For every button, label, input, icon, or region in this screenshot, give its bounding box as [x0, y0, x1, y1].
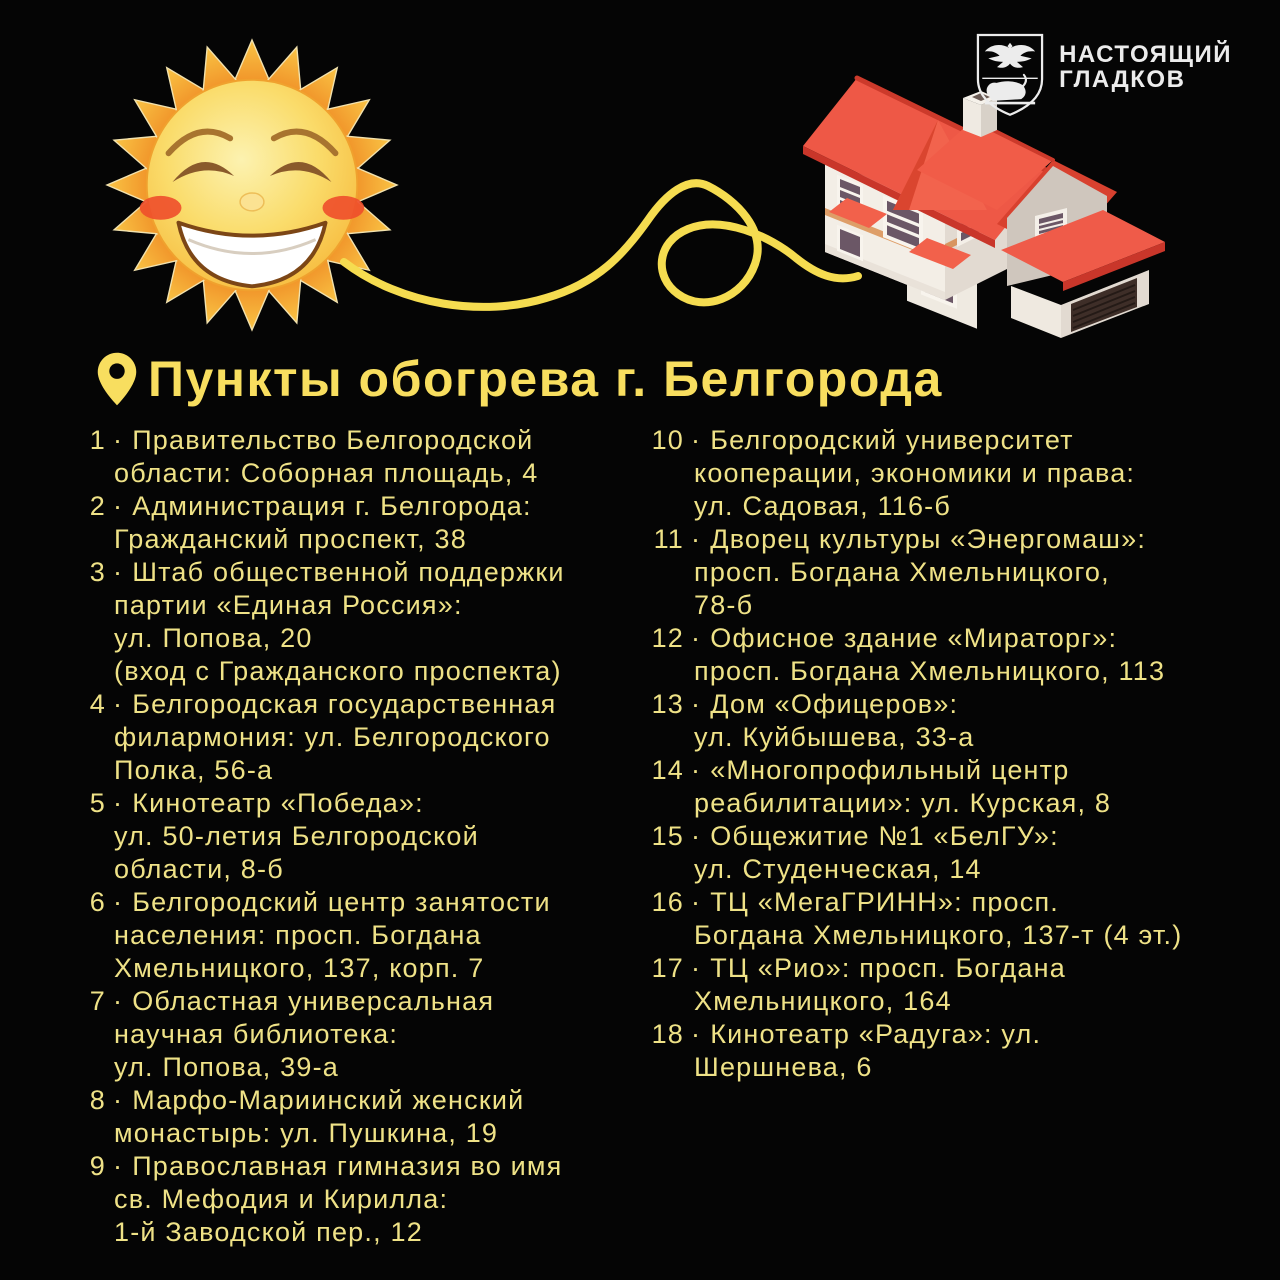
item-number: 13 — [651, 689, 684, 719]
bullet-separator: · — [691, 623, 702, 653]
item-continuation-line: филармония: ул. Белгородского — [114, 722, 551, 752]
bullet-separator: · — [691, 953, 702, 983]
item-text: Штаб общественной поддержки — [132, 557, 565, 587]
bullet-separator: · — [113, 491, 124, 521]
title-row — [96, 350, 943, 408]
list-item — [650, 523, 1238, 622]
lion-emblem — [985, 75, 1035, 104]
item-text: Общежитие №1 «БелГУ»: — [710, 821, 1059, 851]
list-column-left — [88, 424, 650, 1249]
nastoyashchiy-gladkov-logo — [971, 26, 1232, 122]
list-item — [650, 688, 1238, 754]
item-number: 17 — [651, 953, 684, 983]
list-item — [650, 622, 1238, 688]
item-first-line — [650, 523, 1238, 556]
item-number: 16 — [651, 887, 684, 917]
item-continuation-line: Шершнева, 6 — [694, 1052, 873, 1082]
list-item — [650, 1018, 1238, 1084]
item-continuation-line: ул. Попова, 20 — [114, 623, 313, 653]
item-first-line — [650, 424, 1238, 457]
item-text: Дворец культуры «Энергомаш»: — [710, 524, 1147, 554]
item-text: ТЦ «МегаГРИНН»: просп. — [710, 887, 1059, 917]
item-continuation-line: области: Соборная площадь, 4 — [114, 458, 539, 488]
item-continuation-line: реабилитации»: ул. Курская, 8 — [694, 788, 1112, 818]
bullet-separator: · — [691, 887, 702, 917]
squiggle-connector — [336, 166, 868, 348]
item-text: Областная универсальная — [132, 986, 495, 1016]
garage-front-wall — [1011, 286, 1061, 338]
item-first-line — [88, 985, 650, 1018]
item-continuation-line: ул. 50-летия Белгородской — [114, 821, 479, 851]
item-number: 9 — [89, 1151, 106, 1181]
item-number: 4 — [89, 689, 106, 719]
item-text: Кинотеатр «Радуга»: ул. — [710, 1019, 1042, 1049]
logo-line2: ГЛАДКОВ — [1059, 66, 1186, 94]
item-continuation-line: (вход с Гражданского проспекта) — [114, 656, 562, 686]
bullet-separator: · — [113, 986, 124, 1016]
item-text: Белгородская государственная — [132, 689, 557, 719]
item-continuation-line: ул. Садовая, 116-б — [694, 491, 952, 521]
item-number: 5 — [89, 788, 106, 818]
item-first-line — [88, 490, 650, 523]
item-continuation-line: партии «Единая Россия»: — [114, 590, 463, 620]
item-number: 10 — [651, 425, 684, 455]
bullet-separator: · — [113, 425, 124, 455]
item-continuation-line: области, 8-б — [114, 854, 284, 884]
eagle-emblem — [985, 43, 1035, 68]
item-text: Марфо-Мариинский женский — [132, 1085, 525, 1115]
item-text: «Многопрофильный центр — [710, 755, 1070, 785]
item-first-line — [650, 754, 1238, 787]
item-first-line — [650, 688, 1238, 721]
squiggle-line — [336, 166, 868, 348]
item-number: 8 — [89, 1085, 106, 1115]
item-first-line — [88, 424, 650, 457]
item-continuation-line: Богдана Хмельницкого, 137-т (4 эт.) — [694, 920, 1183, 950]
bullet-separator: · — [113, 887, 124, 917]
item-continuation-line: Хмельницкого, 137, корп. 7 — [114, 953, 485, 983]
item-continuation-line: 1-й Заводской пер., 12 — [114, 1217, 423, 1247]
item-first-line — [650, 622, 1238, 655]
list-item — [88, 424, 650, 490]
logo-line1: НАСТОЯЩИЙ — [1059, 41, 1232, 68]
item-continuation-line: Хмельницкого, 164 — [694, 986, 952, 1016]
item-text: Православная гимназия во имя — [132, 1151, 563, 1181]
item-first-line — [88, 688, 650, 721]
bullet-separator: · — [691, 524, 702, 554]
item-number: 1 — [89, 425, 106, 455]
list-item — [88, 1150, 650, 1249]
item-continuation-line: 78-б — [694, 590, 754, 620]
list-item — [88, 688, 650, 787]
item-number: 7 — [89, 986, 106, 1016]
item-continuation-line: св. Мефодия и Кирилла: — [114, 1184, 449, 1214]
list-item — [650, 424, 1238, 523]
item-first-line — [88, 886, 650, 919]
item-continuation-line: ул. Студенческая, 14 — [694, 854, 982, 884]
item-continuation-line: кооперации, экономики и права: — [694, 458, 1136, 488]
bullet-separator: · — [113, 689, 124, 719]
list-column-right — [650, 424, 1238, 1249]
item-first-line — [650, 886, 1238, 919]
bullet-separator: · — [691, 821, 702, 851]
list-item — [650, 754, 1238, 820]
location-pin-icon — [96, 350, 138, 408]
bullet-separator: · — [113, 557, 124, 587]
item-continuation-line: населения: просп. Богдана — [114, 920, 482, 950]
item-text: Правительство Белгородской — [132, 425, 534, 455]
list-item — [88, 886, 650, 985]
item-first-line — [88, 556, 650, 589]
list-item — [650, 820, 1238, 886]
item-number: 2 — [89, 491, 106, 521]
item-continuation-line: научная библиотека: — [114, 1019, 399, 1049]
item-text: Белгородский университет — [710, 425, 1074, 455]
list-item — [88, 556, 650, 688]
bullet-separator: · — [113, 1151, 124, 1181]
list-item — [88, 1084, 650, 1150]
item-first-line — [650, 952, 1238, 985]
list-item — [88, 787, 650, 886]
item-number: 6 — [89, 887, 106, 917]
bullet-separator: · — [691, 755, 702, 785]
bullet-separator: · — [113, 1085, 124, 1115]
item-continuation-line: монастырь: ул. Пушкина, 19 — [114, 1118, 499, 1148]
bullet-separator: · — [691, 689, 702, 719]
item-text: Кинотеатр «Победа»: — [132, 788, 424, 818]
item-first-line — [88, 787, 650, 820]
item-continuation-line: просп. Богдана Хмельницкого, 113 — [694, 656, 1166, 686]
list-item — [88, 985, 650, 1084]
heating-points-list — [88, 424, 1238, 1249]
coat-of-arms-icon — [971, 26, 1049, 122]
item-continuation-line: Гражданский проспект, 38 — [114, 524, 467, 554]
item-first-line — [650, 1018, 1238, 1051]
bullet-separator: · — [691, 425, 702, 455]
item-number: 14 — [651, 755, 684, 785]
item-number: 12 — [651, 623, 684, 653]
item-first-line — [88, 1084, 650, 1117]
item-number: 18 — [651, 1019, 684, 1049]
list-item — [650, 886, 1238, 952]
list-item — [650, 952, 1238, 1018]
bullet-separator: · — [113, 788, 124, 818]
item-text: Офисное здание «Мираторг»: — [710, 623, 1118, 653]
item-continuation-line: ул. Куйбышева, 33-а — [694, 722, 975, 752]
item-text: ТЦ «Рио»: просп. Богдана — [710, 953, 1066, 983]
item-number: 3 — [89, 557, 106, 587]
item-text: Дом «Офицеров»: — [710, 689, 959, 719]
item-continuation-line: просп. Богдана Хмельницкого, — [694, 557, 1110, 587]
page-title: Пункты обогрева г. Белгорода — [148, 351, 943, 407]
item-first-line — [88, 1150, 650, 1183]
item-number: 15 — [651, 821, 684, 851]
list-item — [88, 490, 650, 556]
item-continuation-line: Полка, 56-а — [114, 755, 274, 785]
item-number: 11 — [653, 524, 684, 554]
item-text: Администрация г. Белгорода: — [132, 491, 532, 521]
bullet-separator: · — [691, 1019, 702, 1049]
item-first-line — [650, 820, 1238, 853]
item-continuation-line: ул. Попова, 39-а — [114, 1052, 340, 1082]
item-text: Белгородский центр занятости — [132, 887, 551, 917]
